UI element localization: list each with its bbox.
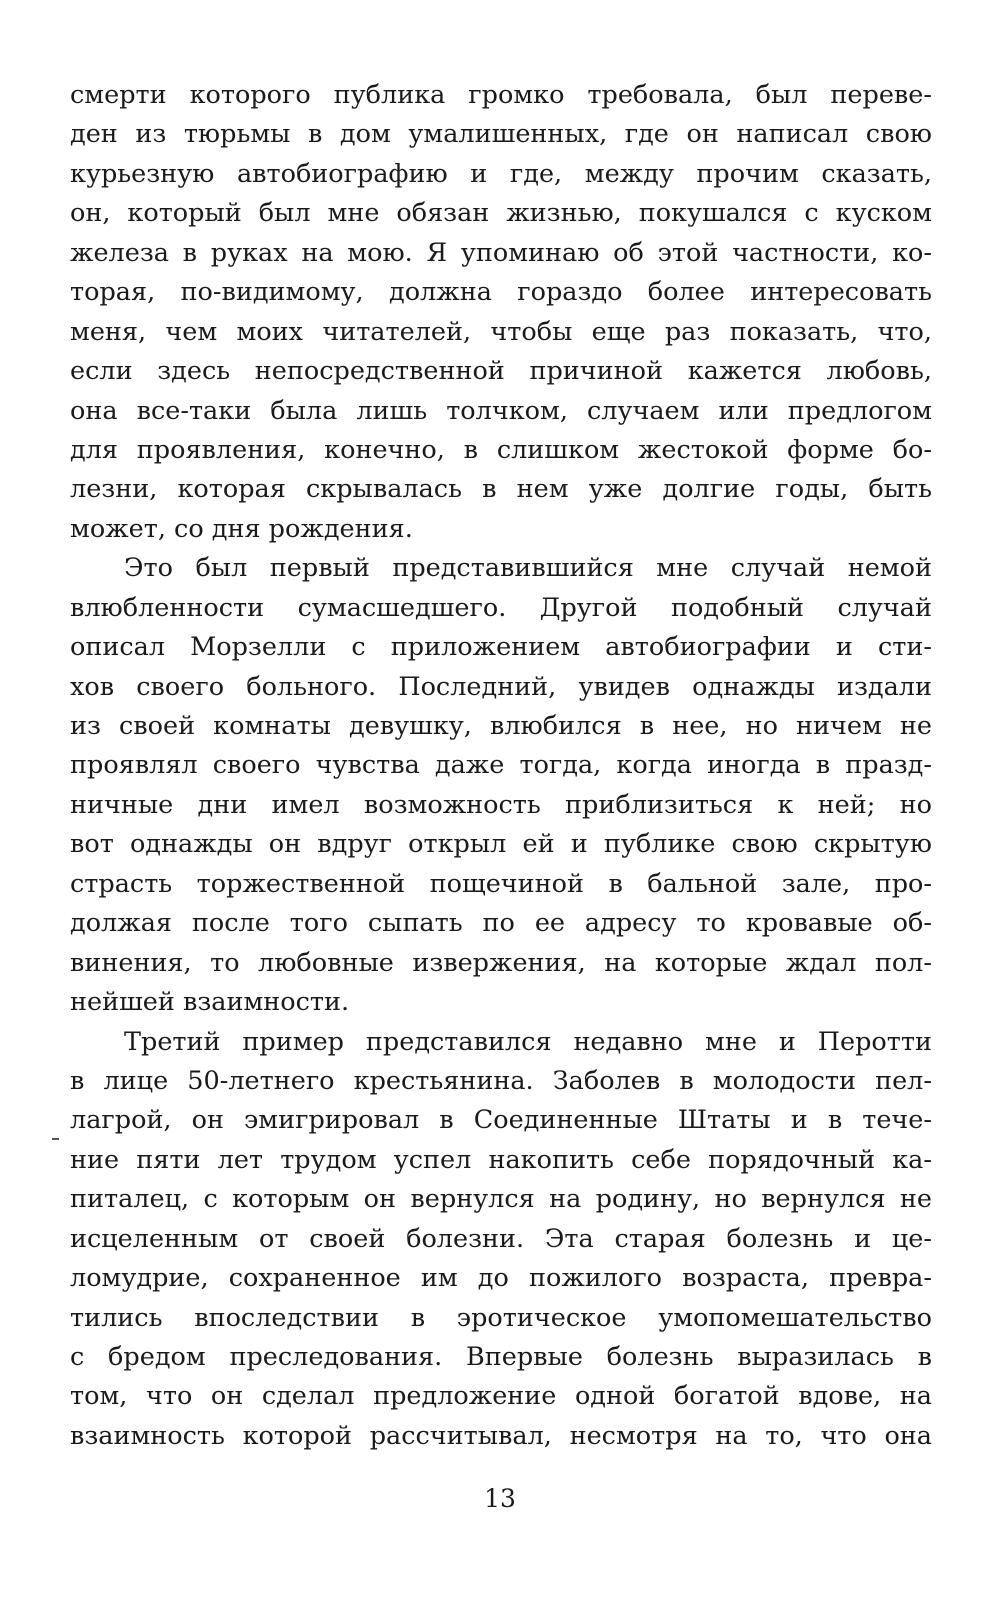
page-number: 13	[484, 1484, 516, 1513]
text-line: Третий пример представился недавно мне и Перотти	[124, 1026, 932, 1057]
text-line: тились впоследствии в эротическое умопомешательство	[70, 1302, 932, 1333]
text-line: питалец, с которым он вернулся на родину, но вернулся не	[70, 1184, 932, 1215]
text-line: ломудрие, сохраненное им до пожилого возраста, превра-	[70, 1263, 932, 1294]
text-line: влюбленности сумасшедшего. Другой подобный случай	[70, 592, 932, 623]
text-line: нейшей взаимности.	[70, 987, 350, 1018]
text-line: ден из тюрьмы в дом умалишенных, где он написал свою	[70, 119, 932, 150]
text-line: лагрой, он эмигрировал в Соединенные Штаты и в тече-	[70, 1105, 932, 1136]
text-line: лезни, которая скрывалась в нем уже долгие годы, быть	[70, 474, 932, 505]
text-line: ние пяти лет трудом успел накопить себе порядочный ка-	[70, 1144, 932, 1175]
body-text	[70, 76, 932, 1456]
text-line: хов своего больного. Последний, увидев однажды издали	[70, 671, 932, 702]
text-line: описал Морзелли с приложением автобиографии и сти-	[70, 632, 932, 663]
text-line: ничные дни имел возможность приблизиться к ней; но	[70, 789, 932, 820]
text-line: железа в руках на мою. Я упоминаю об этой частности, ко-	[70, 237, 932, 268]
text-line: из своей комнаты девушку, влюбился в нее, но ничем не	[70, 711, 932, 741]
text-line: вот однажды он вдруг открыл ей и публике свою скрытую	[70, 829, 932, 860]
text-line: проявлял своего чувства даже тогда, когда иногда в празд-	[70, 750, 932, 781]
text-line: торая, по-видимому, должна гораздо более интересовать	[70, 277, 932, 308]
text-line: том, что он сделал предложение одной богатой вдове, на	[70, 1381, 932, 1412]
text-line: он, который был мне обязан жизнью, покушался с куском	[70, 198, 932, 229]
text-line: должая после того сыпать по ее адресу то кровавые об-	[70, 908, 932, 939]
text-line: с бредом преследования. Впервые болезнь выразилась в	[70, 1342, 932, 1372]
text-line: курьезную автобиографию и где, между прочим сказать,	[70, 158, 932, 189]
text-line: в лице 50-летнего крестьянина. Заболев в молодости пел-	[70, 1065, 932, 1096]
text-line: взаимность которой рассчитывал, несмотря на то, что она	[70, 1420, 932, 1451]
text-line: если здесь непосредственной причиной кажется любовь,	[70, 356, 932, 387]
text-line: меня, чем моих читателей, чтобы еще раз показать, что,	[70, 316, 932, 347]
text-line: Это был первый представившийся мне случай немой	[124, 553, 932, 584]
scan-mark	[52, 1138, 59, 1140]
text-line: для проявления, конечно, в слишком жестокой форме бо-	[70, 434, 932, 465]
text-line: исцеленным от своей болезни. Эта старая болезнь и це-	[70, 1223, 932, 1254]
text-line: винения, то любовные извержения, на которые ждал пол-	[70, 947, 932, 978]
text-line: смерти которого публика громко требовала, был переве-	[70, 80, 932, 110]
text-line: страсть торжественной пощечиной в бальной зале, про-	[70, 868, 932, 899]
text-line: она все-таки была лишь толчком, случаем или предлогом	[70, 395, 932, 426]
text-line: может, со дня рождения.	[70, 513, 413, 544]
